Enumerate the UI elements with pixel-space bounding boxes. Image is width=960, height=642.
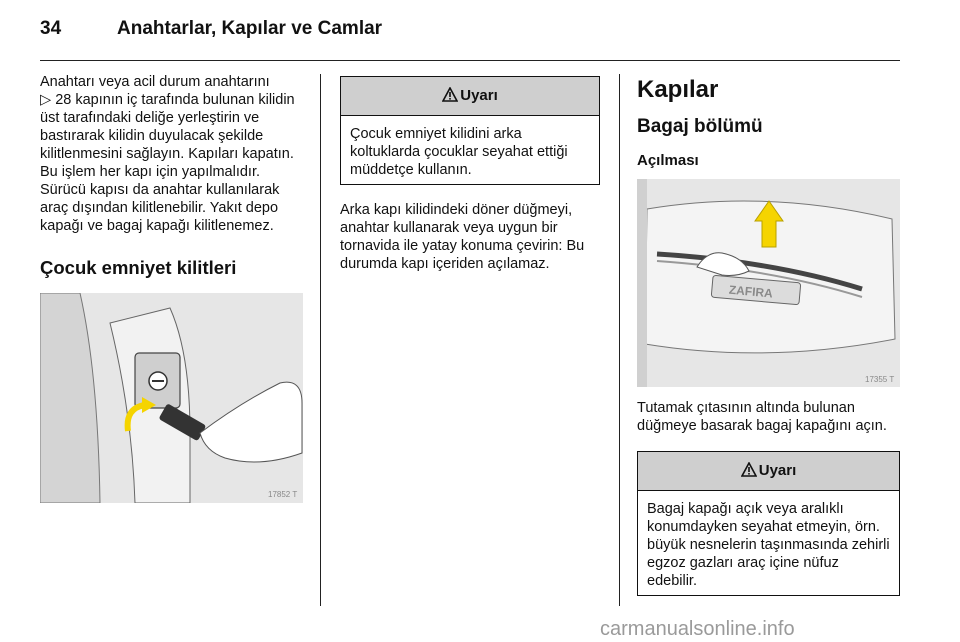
heading-luggage-compartment: Bagaj bölümü (637, 116, 763, 137)
column-divider-2 (619, 74, 620, 606)
page-number: 34 (40, 18, 62, 39)
page-title: Anahtarlar, Kapılar ve Camlar (117, 18, 383, 39)
tailgate-illustration (637, 179, 900, 387)
column-divider-1 (320, 74, 321, 606)
warning-box-tailgate (637, 451, 900, 596)
model-badge: ZAFIRA (728, 282, 774, 301)
column-right (637, 76, 900, 596)
intro-paragraph (40, 73, 305, 235)
intro-line2: 28 kapının iç tarafında bulunan (55, 92, 255, 108)
column-left (40, 73, 305, 503)
warning-title: Uyarı (758, 462, 797, 479)
opening-instructions: Tutamak çıtasının altında bulunan düğmeye basarak bagaj kapağını açın. (637, 400, 887, 434)
child-lock-illustration (40, 293, 303, 503)
figure-code: 17355 T (865, 375, 895, 384)
heading-opening: Açılması (637, 152, 699, 169)
warning-header (638, 452, 899, 491)
section-heading-child-locks: Çocuk emniyet kilitleri (40, 257, 237, 278)
column-middle (340, 76, 600, 273)
warning-icon (442, 87, 458, 102)
heading-doors: Kapılar (637, 76, 719, 103)
watermark: carmanualsonline.info (600, 618, 795, 640)
header-divider (40, 60, 900, 61)
left-pillar (637, 179, 647, 387)
warning-header (341, 77, 599, 116)
warning-icon (741, 462, 757, 477)
warning-text: Bagaj kapağı açık veya aralıklı konumdayken seyahat etmeyin, örn. büyük nesnelerin taşınmasında zehirli egzoz gazları araç içine nüfuz edebilir. (647, 501, 890, 589)
figure-code: 17852 T (268, 490, 298, 499)
warning-title: Uyarı (460, 87, 498, 104)
intro-rest: kilidin üst tarafındaki deliğe yerleştirin ve bastırarak kilidin duyulacak şekilde kilitlenmesini sağlayın. Kapıları kapatın. Bu işlem her kapı için yapılmalıdır. Sürücü kapısı da anahtar kullanılarak araç dışından kilitlenebilir. Yakıt depo kapağı ve bagaj kapağı kilitlenemez. (40, 92, 295, 234)
warning-text: Çocuk emniyet kilidini arka koltuklarda çocuklar seyahat ettiği müddetçe kullanın. (350, 126, 568, 178)
warning-box-child-lock (340, 76, 600, 185)
page-ref-icon: ▷ (40, 92, 52, 108)
child-lock-instructions: Arka kapı kilidindeki döner düğmeyi, anahtar kullanarak veya uygun bir tornavida ile yatay konuma çevirin: Bu durumda kapı içeriden açılamaz. (340, 202, 585, 272)
intro-line1: Anahtarı veya acil durum anahtarını (40, 74, 270, 90)
